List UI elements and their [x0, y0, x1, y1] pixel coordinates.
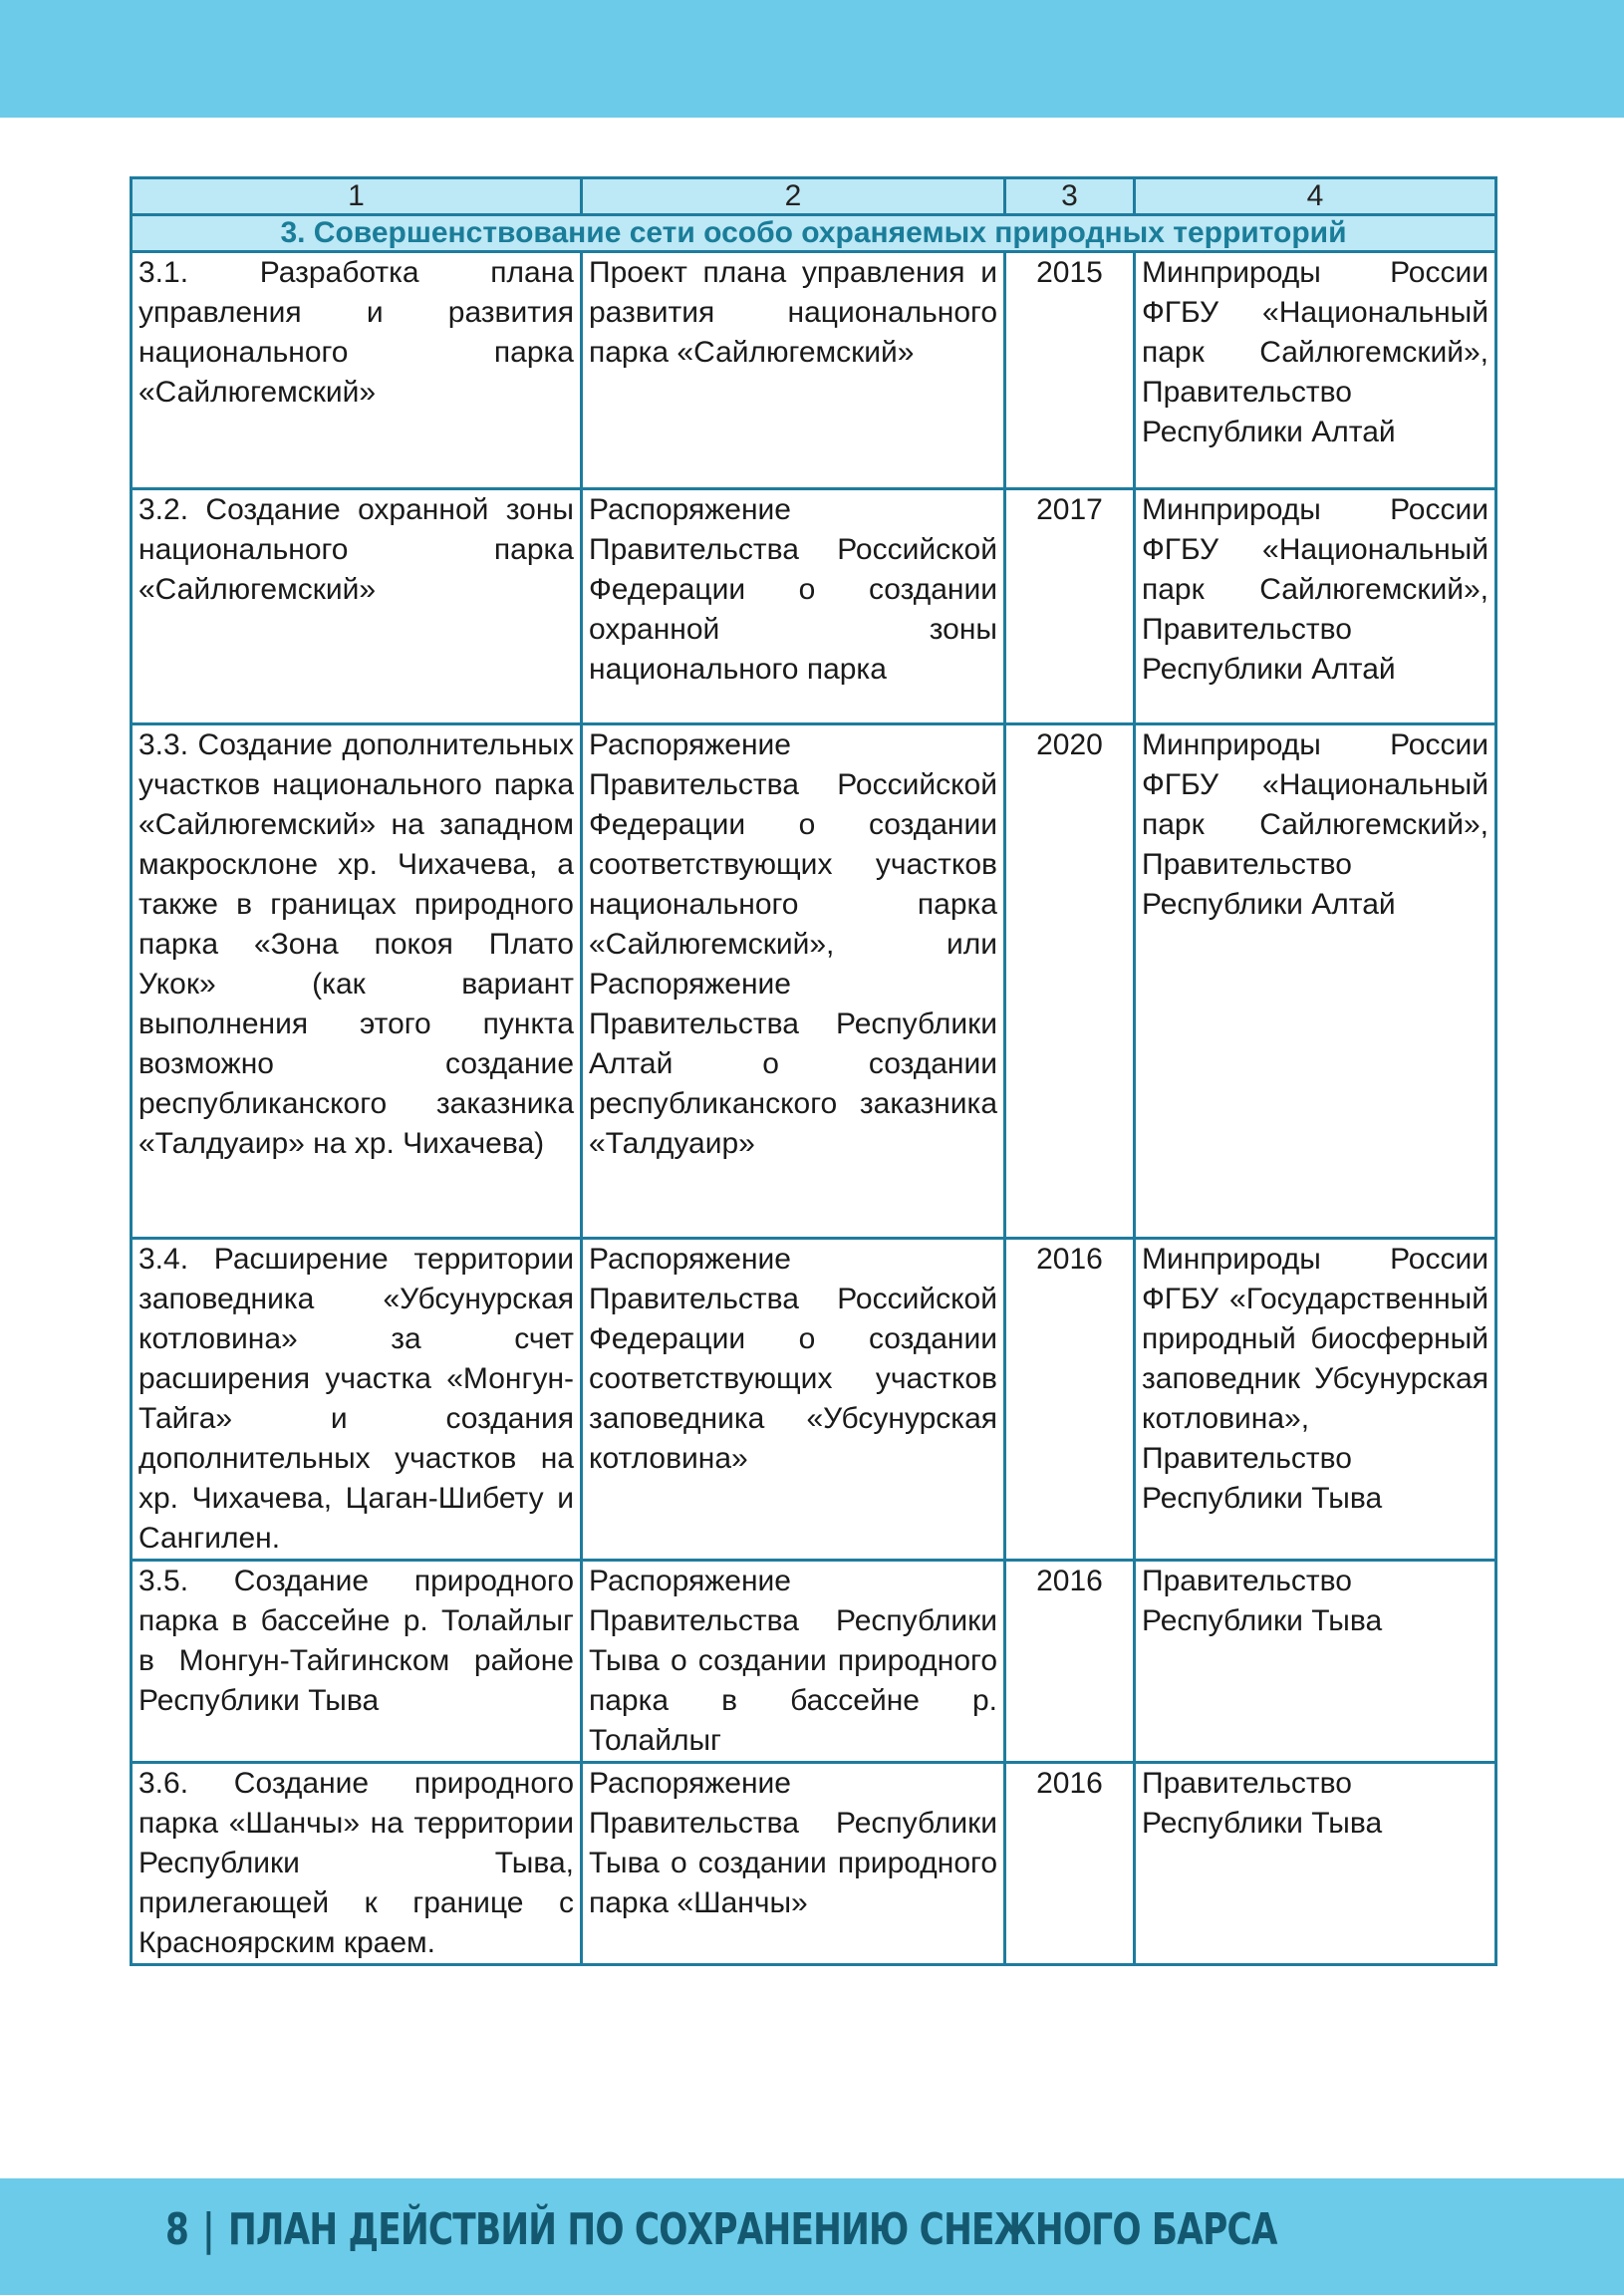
footer-separator: | [202, 2204, 214, 2255]
responsible-cell: Минприроды России ФГБУ «Национальный парк Сайлюгемский», Правительство Республики Алтай [1135, 252, 1496, 489]
responsible-cell: Минприроды России ФГБУ «Национальный парк Сайлюгемский», Правительство Республики Алтай [1135, 489, 1496, 724]
result-cell: Проект плана управления и развития национального парка «Сайлюгемский» [582, 252, 1005, 489]
result-cell: Распоряжение Правительства Российской Федерации о создании соответствующих участков заповедника «Убсунурская котловина» [582, 1239, 1005, 1561]
table-row [132, 252, 1496, 489]
action-cell: 3.5. Создание природного парка в бассейне р. Толайлыг в Монгун-Тайгинском районе Республики Тыва [132, 1561, 582, 1763]
column-number: 3 [1005, 178, 1135, 215]
page-number: 8 [165, 2204, 189, 2255]
year-cell: 2017 [1005, 489, 1135, 724]
top-color-band [0, 0, 1624, 118]
table-row [132, 1239, 1496, 1561]
action-cell: 3.1. Разработка плана управления и развития национального парка «Сайлюгемский» [132, 252, 582, 489]
result-cell: Распоряжение Правительства Республики Тыва о создании природного парка «Шанчы» [582, 1763, 1005, 1965]
table-row [132, 724, 1496, 1239]
action-cell: 3.4. Расширение территории заповедника «Убсунурская котловина» за счет расширения участка «Монгун-Тайга» и создания дополнительных участков на хр. Чихачева, Цаган-Шибету и Сангилен. [132, 1239, 582, 1561]
responsible-cell: Минприроды России ФГБУ «Национальный парк Сайлюгемский», Правительство Республики Алтай [1135, 724, 1496, 1239]
result-cell: Распоряжение Правительства Российской Федерации о создании охранной зоны национального парка [582, 489, 1005, 724]
column-number: 2 [582, 178, 1005, 215]
table-row [132, 489, 1496, 724]
page-footer [165, 2204, 1277, 2255]
action-plan-table [130, 176, 1497, 1966]
year-cell: 2016 [1005, 1239, 1135, 1561]
responsible-cell: Правительство Республики Тыва [1135, 1763, 1496, 1965]
responsible-cell: Правительство Республики Тыва [1135, 1561, 1496, 1763]
table-row [132, 1561, 1496, 1763]
responsible-cell: Минприроды России ФГБУ «Государственный природный биосферный заповедник Убсунурская котловина», Правительство Республики Тыва [1135, 1239, 1496, 1561]
section-title: 3. Совершенствование сети особо охраняемых природных территорий [132, 215, 1496, 252]
year-cell: 2016 [1005, 1763, 1135, 1965]
result-cell: Распоряжение Правительства Республики Тыва о создании природного парка в бассейне р. Толайлыг [582, 1561, 1005, 1763]
section-heading-row [132, 215, 1496, 252]
column-number: 1 [132, 178, 582, 215]
year-cell: 2015 [1005, 252, 1135, 489]
action-cell: 3.6. Создание природного парка «Шанчы» на территории Республики Тыва, прилегающей к границе с Красноярским краем. [132, 1763, 582, 1965]
column-number: 4 [1135, 178, 1496, 215]
result-cell: Распоряжение Правительства Российской Федерации о создании соответствующих участков национального парка «Сайлюгемский», или Распоряжение Правительства Республики Алтай о создании республиканского заказника «Талдуаир» [582, 724, 1005, 1239]
action-cell: 3.2. Создание охранной зоны национального парка «Сайлюгемский» [132, 489, 582, 724]
column-number-row [132, 178, 1496, 215]
document-title: ПЛАН ДЕЙСТВИЙ ПО СОХРАНЕНИЮ СНЕЖНОГО БАРСА [227, 2204, 1277, 2255]
year-cell: 2020 [1005, 724, 1135, 1239]
action-cell: 3.3. Создание дополнительных участков национального парка «Сайлюгемский» на западном макросклоне хр. Чихачева, а также в границах природного парка «Зона покоя Плато Укок» (как вариант выполнения этого пункта возможно создание республиканского заказника «Талдуаир» на хр. Чихачева) [132, 724, 582, 1239]
year-cell: 2016 [1005, 1561, 1135, 1763]
table-row [132, 1763, 1496, 1965]
